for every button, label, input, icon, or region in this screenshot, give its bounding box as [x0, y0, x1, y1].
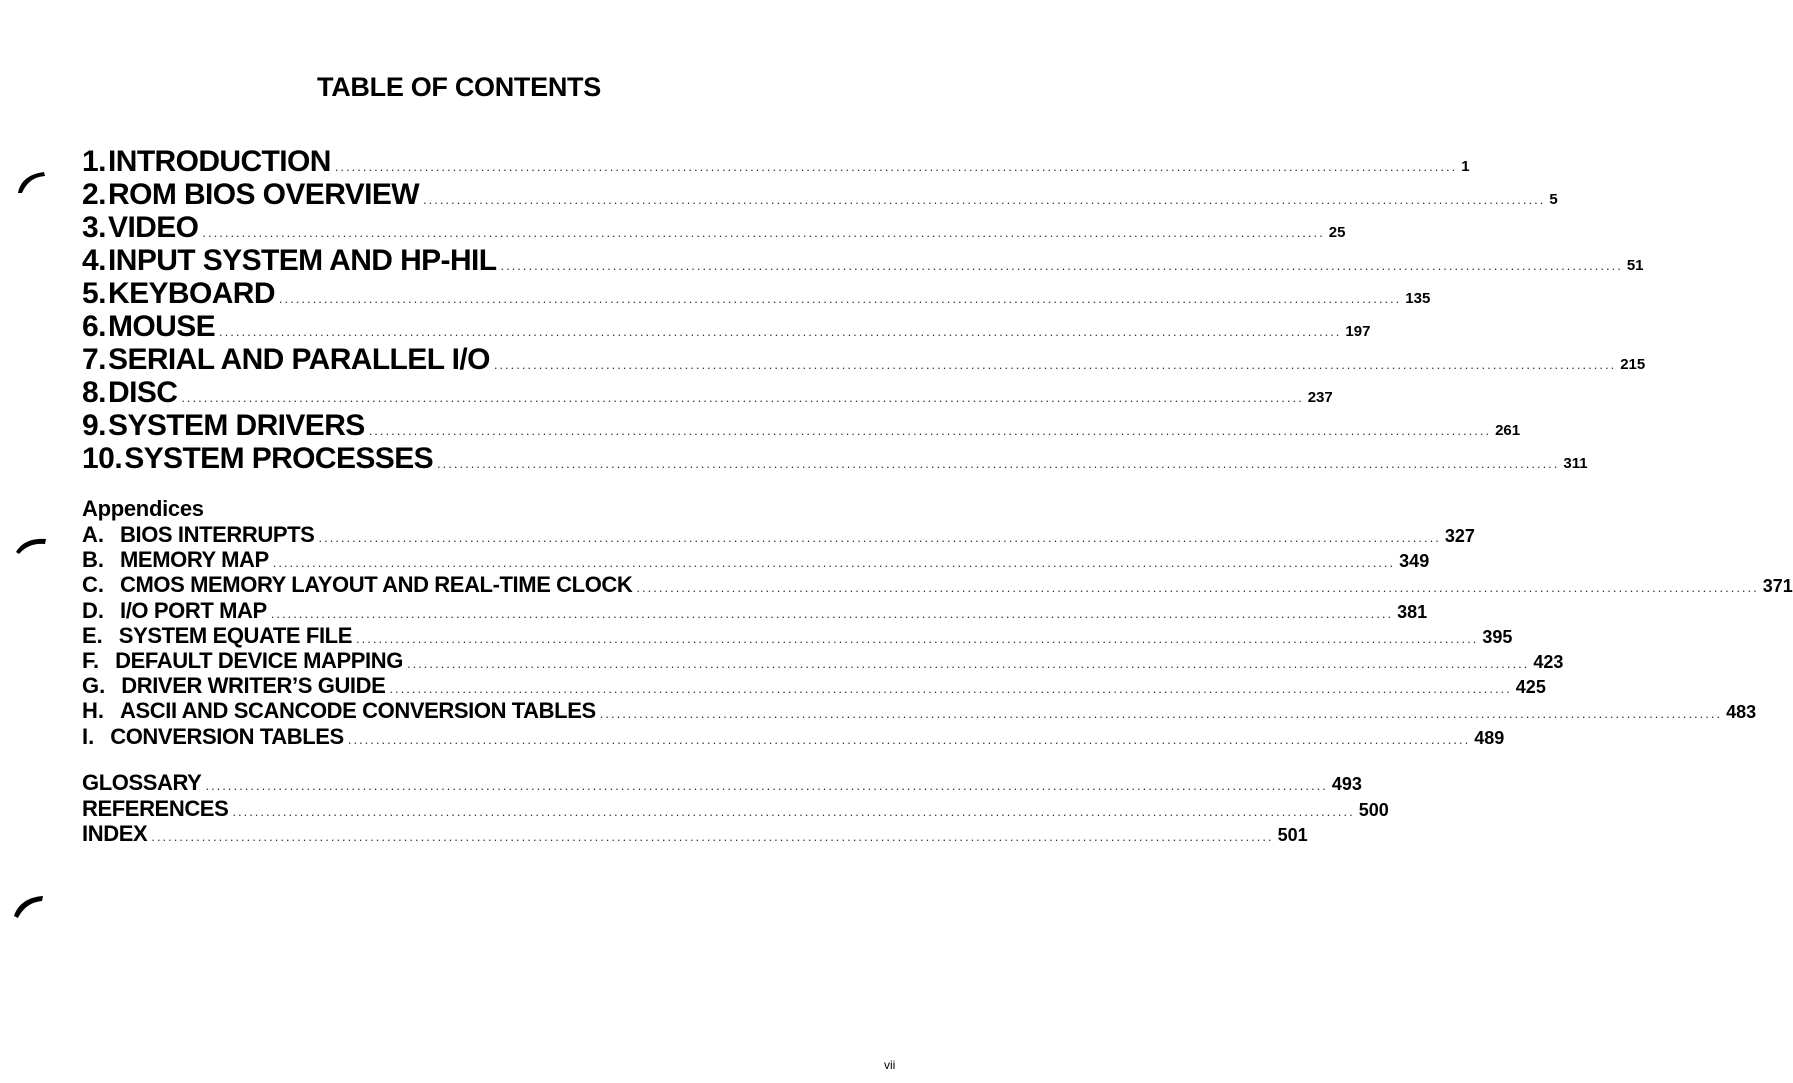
chapter-number: 1.	[82, 145, 107, 178]
appendix-letter: H.	[82, 698, 104, 724]
appendix-letter: I.	[82, 723, 95, 749]
chapter-title: DISC	[108, 376, 178, 409]
dot-leader: ........................................................................................................................................................................................................	[278, 291, 1402, 306]
toc-entry-appendix-c[interactable]	[82, 572, 1793, 598]
chapter-number: 9.	[82, 409, 107, 442]
dot-leader: ........................................................................................................................................................................................................	[347, 731, 1471, 747]
toc-entry-chapter-1[interactable]	[82, 145, 1470, 178]
dot-leader: ........................................................................................................................................................................................................	[599, 706, 1723, 722]
chapter-page-number: 51	[1626, 257, 1644, 274]
chapter-title: KEYBOARD	[108, 277, 275, 310]
dot-leader: ........................................................................................................................................................................................................	[181, 390, 1304, 405]
toc-entry-chapter-6[interactable]	[82, 310, 1371, 343]
chapter-page-number: 1	[1461, 158, 1470, 175]
chapter-title: SERIAL AND PARALLEL I/O	[108, 343, 490, 376]
chapter-title: INPUT SYSTEM AND HP-HIL	[108, 244, 497, 277]
binder-hole-mark-icon	[12, 890, 46, 920]
dot-leader: ........................................................................................................................................................................................................	[202, 225, 1325, 240]
chapter-page-number: 311	[1563, 455, 1588, 472]
page-number: vii	[884, 1058, 896, 1072]
dot-leader: ........................................................................................................................................................................................................	[318, 530, 1441, 545]
toc-entry-chapter-9[interactable]	[82, 409, 1521, 442]
chapter-title: INTRODUCTION	[108, 145, 331, 178]
appendix-page-number: 483	[1726, 702, 1757, 723]
toc-entry-chapter-4[interactable]	[82, 244, 1644, 277]
chapter-number: 8.	[82, 376, 107, 409]
appendix-letter: G.	[82, 673, 106, 699]
chapter-page-number: 261	[1495, 422, 1521, 439]
appendix-title: DEFAULT DEVICE MAPPING	[115, 647, 403, 673]
appendix-page-number: 381	[1397, 601, 1428, 622]
appendix-letter: C.	[82, 572, 104, 598]
appendix-page-number: 395	[1482, 626, 1513, 647]
chapter-number: 7.	[82, 343, 107, 376]
chapter-number: 6.	[82, 310, 107, 343]
dot-leader: ........................................................................................................................................................................................................	[356, 630, 1479, 646]
appendix-page-number: 423	[1533, 651, 1564, 672]
chapter-number: 2.	[82, 178, 107, 211]
appendix-page-number: 327	[1444, 526, 1475, 546]
chapter-page-number: 215	[1620, 356, 1646, 373]
toc-entry-chapter-10[interactable]	[82, 442, 1588, 475]
appendix-letter: E.	[82, 622, 103, 648]
back-matter-title: REFERENCES	[82, 795, 229, 821]
toc-entry-index[interactable]	[82, 821, 1308, 847]
appendix-page-number: 425	[1515, 677, 1546, 698]
appendix-page-number: 349	[1399, 551, 1430, 572]
back-matter-page-number: 493	[1331, 774, 1362, 794]
dot-leader: ........................................................................................................................................................................................................	[389, 681, 1512, 697]
appendix-list	[82, 522, 1793, 749]
appendix-title: MEMORY MAP	[120, 547, 269, 573]
appendix-page-number: 489	[1474, 727, 1505, 748]
appendix-page-number: 371	[1762, 576, 1793, 597]
appendix-letter: B.	[82, 547, 104, 573]
dot-leader: ........................................................................................................................................................................................................	[270, 605, 1394, 621]
toc-entry-chapter-3[interactable]	[82, 211, 1346, 244]
dot-leader: ........................................................................................................................................................................................................	[151, 829, 1274, 844]
chapter-title: VIDEO	[108, 211, 199, 244]
dot-leader: ........................................................................................................................................................................................................	[493, 357, 1617, 372]
chapter-page-number: 135	[1405, 290, 1431, 307]
binder-hole-mark-icon	[14, 530, 48, 560]
toc-entry-chapter-7[interactable]	[82, 343, 1646, 376]
back-matter-page-number: 501	[1277, 825, 1308, 845]
appendix-title: BIOS INTERRUPTS	[120, 522, 315, 547]
dot-leader: ........................................................................................................................................................................................................	[368, 423, 1492, 438]
toc-entry-chapter-8[interactable]	[82, 376, 1333, 409]
appendix-title: I/O PORT MAP	[120, 597, 267, 623]
appendix-title: SYSTEM EQUATE FILE	[118, 622, 352, 648]
back-matter-list	[82, 770, 1389, 847]
dot-leader: ........................................................................................................................................................................................................	[406, 655, 1530, 671]
toc-entry-appendix-b[interactable]	[82, 547, 1430, 573]
page-title: TABLE OF CONTENTS	[317, 72, 601, 102]
appendix-title: CMOS MEMORY LAYOUT AND REAL-TIME CLOCK	[120, 572, 633, 598]
back-matter-page-number: 500	[1358, 799, 1389, 820]
appendix-letter: A.	[82, 522, 104, 547]
chapter-title: ROM BIOS OVERVIEW	[108, 178, 419, 211]
binder-hole-mark-icon	[14, 166, 48, 196]
chapter-page-number: 197	[1345, 323, 1371, 340]
toc-entry-appendix-e[interactable]	[82, 622, 1513, 648]
chapter-list	[82, 145, 1646, 475]
chapter-number: 3.	[82, 211, 107, 244]
toc-entry-appendix-h[interactable]	[82, 698, 1757, 724]
dot-leader: ........................................................................................................................................................................................................	[205, 778, 1328, 793]
appendices-heading: Appendices	[82, 496, 204, 521]
appendix-letter: F.	[82, 647, 100, 673]
back-matter-title: INDEX	[82, 821, 148, 846]
toc-entry-appendix-g[interactable]	[82, 673, 1546, 699]
dot-leader: ........................................................................................................................................................................................................	[219, 324, 1342, 339]
chapter-number: 10.	[82, 442, 123, 475]
appendix-title: ASCII AND SCANCODE CONVERSION TABLES	[120, 698, 596, 724]
toc-entry-appendix-d[interactable]	[82, 597, 1428, 623]
chapter-title: SYSTEM PROCESSES	[124, 442, 434, 475]
toc-entry-glossary[interactable]	[82, 770, 1362, 796]
back-matter-title: GLOSSARY	[82, 770, 202, 795]
dot-leader: ........................................................................................................................................................................................................	[437, 456, 1560, 471]
toc-entry-appendix-i[interactable]	[82, 723, 1505, 749]
chapter-number: 5.	[82, 277, 107, 310]
appendix-letter: D.	[82, 597, 104, 623]
dot-leader: ........................................................................................................................................................................................................	[334, 159, 1458, 174]
dot-leader: ........................................................................................................................................................................................................	[636, 580, 1759, 596]
chapter-number: 4.	[82, 244, 107, 277]
chapter-page-number: 5	[1549, 191, 1558, 208]
toc-entry-appendix-f[interactable]	[82, 647, 1564, 673]
chapter-title: MOUSE	[108, 310, 216, 343]
appendix-title: DRIVER WRITER’S GUIDE	[121, 673, 386, 699]
dot-leader: ........................................................................................................................................................................................................	[232, 803, 1355, 819]
toc-entry-references[interactable]	[82, 795, 1389, 822]
dot-leader: ........................................................................................................................................................................................................	[500, 258, 1623, 273]
appendix-title: CONVERSION TABLES	[110, 723, 344, 749]
toc-entry-chapter-2[interactable]	[82, 178, 1558, 211]
toc-entry-chapter-5[interactable]	[82, 277, 1431, 310]
dot-leader: ........................................................................................................................................................................................................	[272, 555, 1396, 571]
chapter-page-number: 25	[1328, 224, 1346, 241]
chapter-page-number: 237	[1307, 389, 1333, 406]
chapter-title: SYSTEM DRIVERS	[108, 409, 365, 442]
dot-leader: ........................................................................................................................................................................................................	[422, 192, 1546, 207]
toc-entry-appendix-a[interactable]	[82, 522, 1475, 547]
